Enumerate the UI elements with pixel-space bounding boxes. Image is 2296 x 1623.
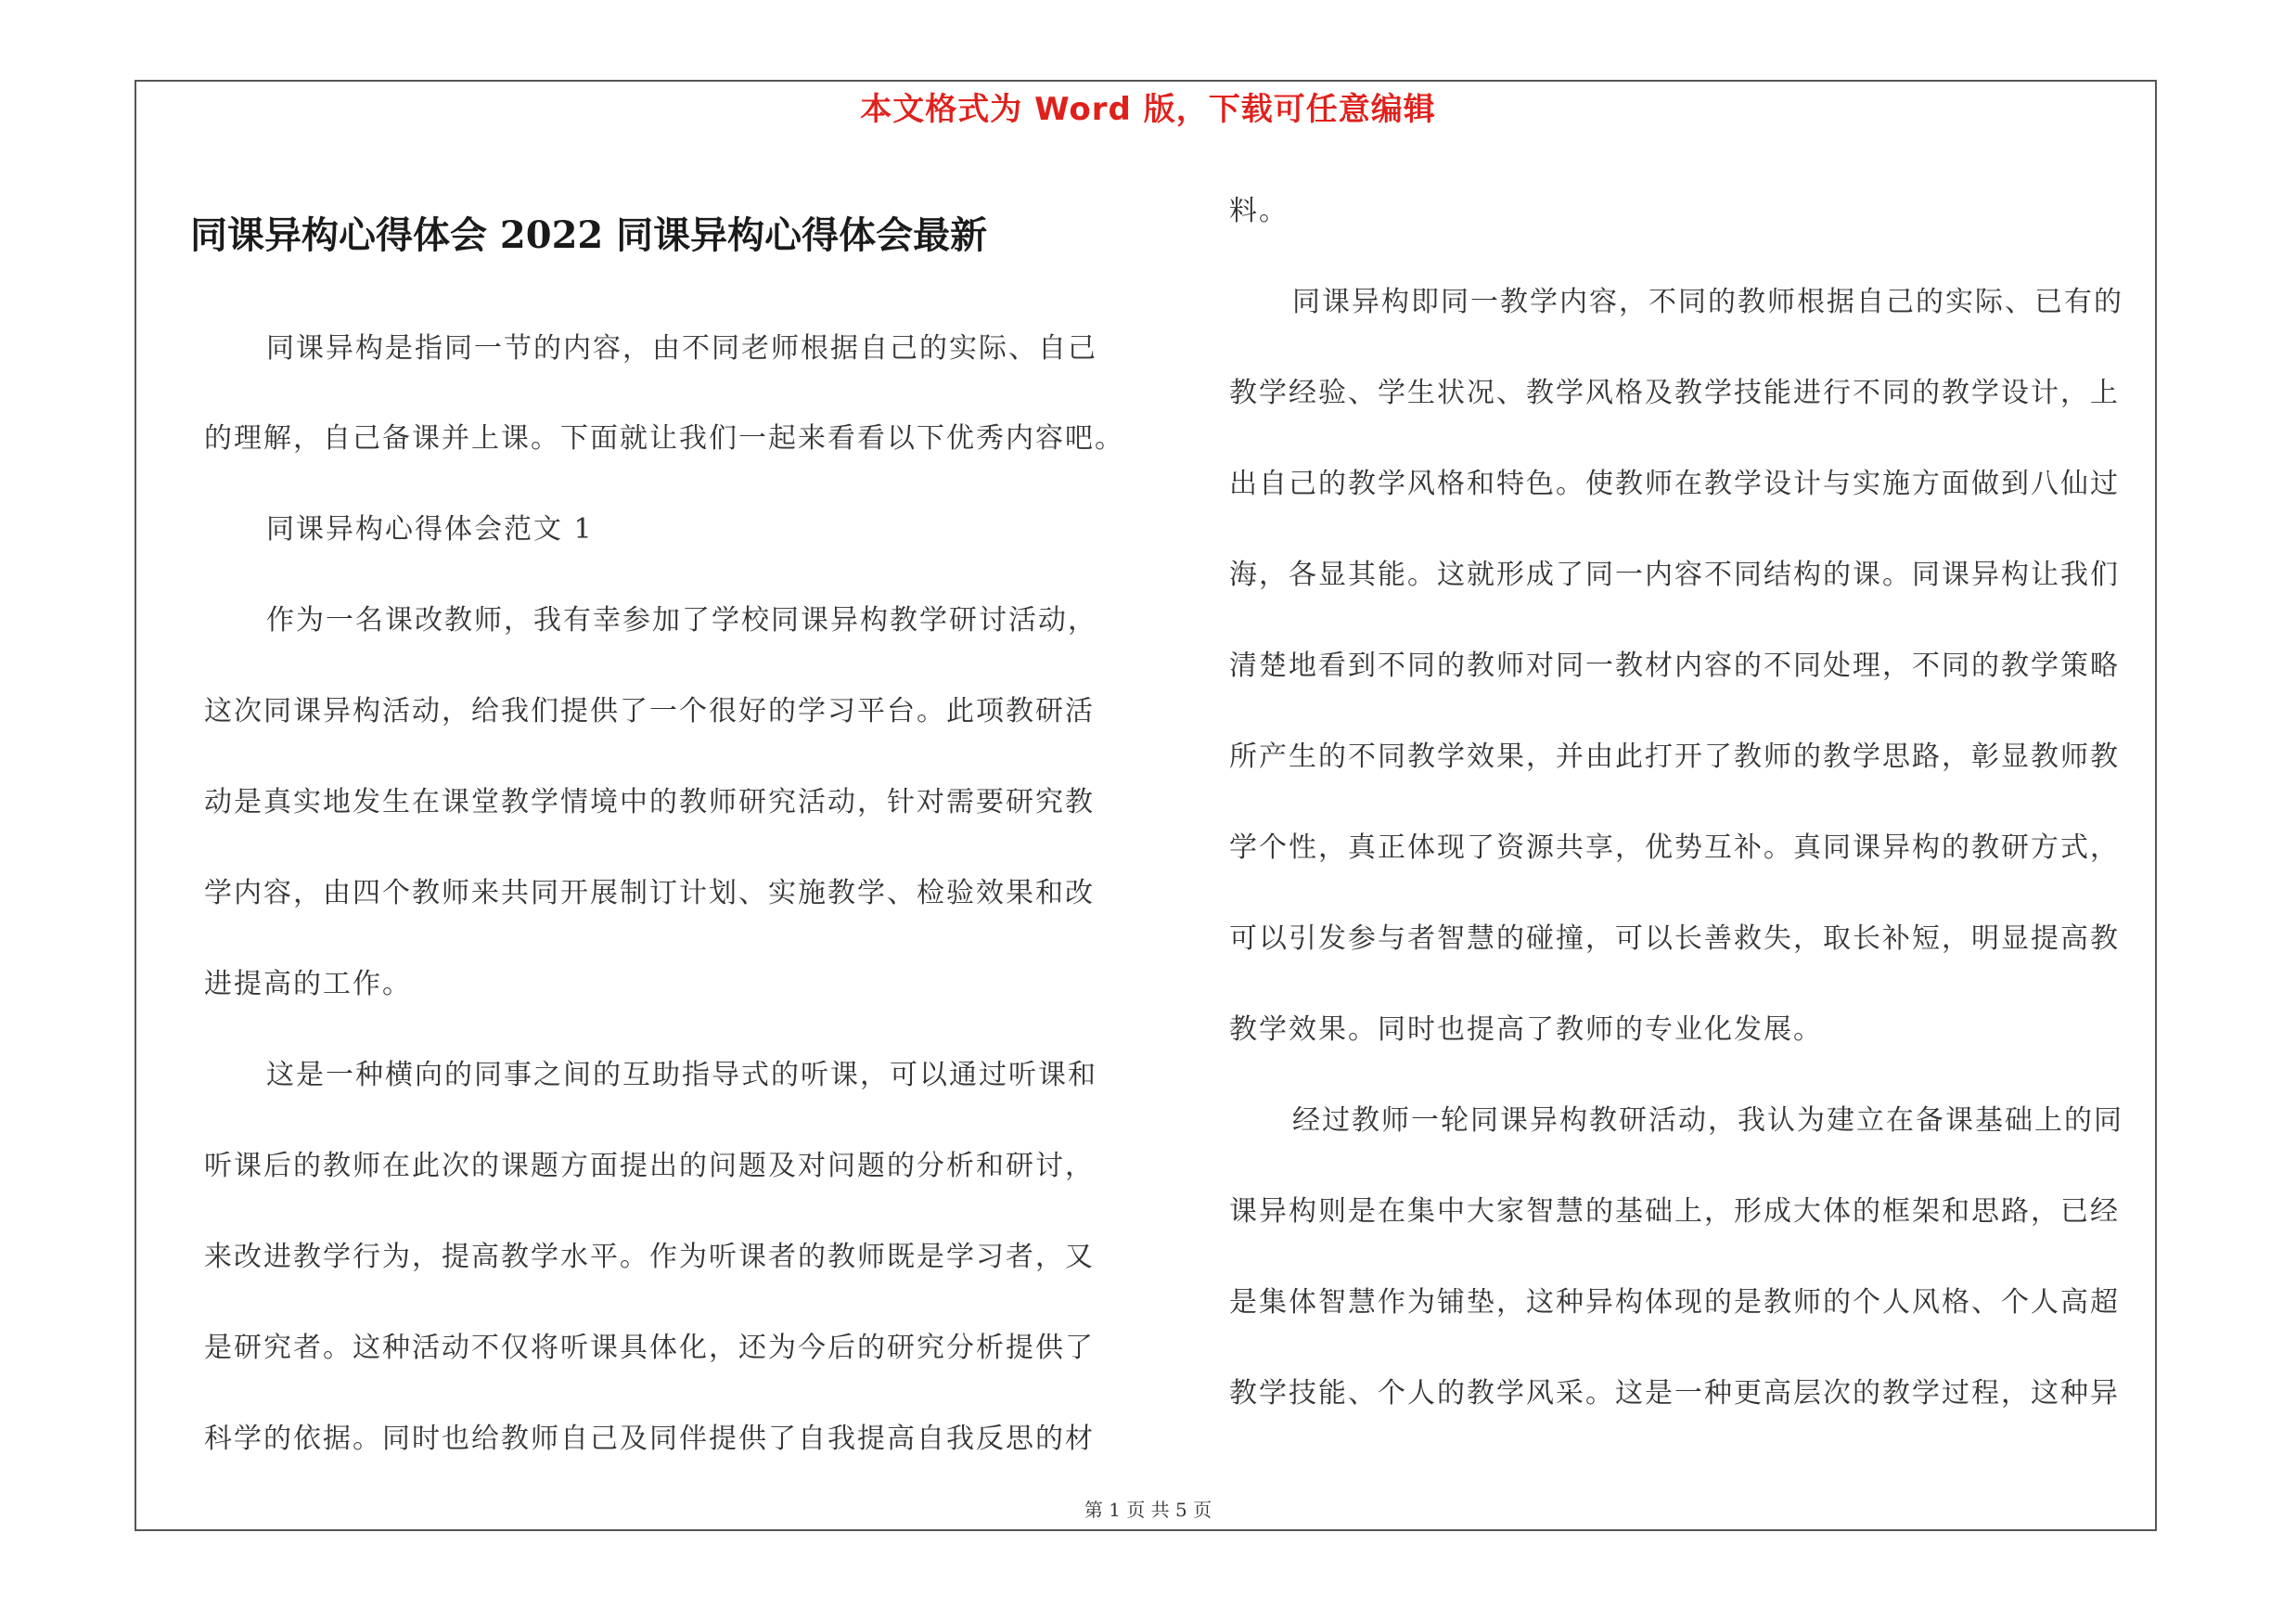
word-format-banner: 本文格式为 Word 版，下载可任意编辑 [860,91,1436,128]
right-line: 学个性，真正体现了资源共享，优势互补。真同课异构的教研方式， [1229,831,2120,864]
left-line: 这次同课异构活动，给我们提供了一个很好的学习平台。此项教研活 [204,695,1095,728]
right-line: 出自己的教学风格和特色。使教师在教学设计与实施方面做到八仙过 [1229,468,2120,500]
left-line: 动是真实地发生在课堂教学情境中的教师研究活动，针对需要研究教 [204,786,1095,818]
right-line: 经过教师一轮同课异构教研活动，我认为建立在备课基础上的同 [1292,1104,2123,1137]
left-line: 学内容，由四个教师来共同开展制订计划、实施教学、检验效果和改 [204,877,1095,909]
left-line: 同课异构是指同一节的内容，由不同老师根据自己的实际、自己 [266,332,1097,365]
right-line: 同课异构即同一教学内容，不同的教师根据自己的实际、已有的 [1292,286,2123,318]
left-line: 这是一种横向的同事之间的互助指导式的听课，可以通过听课和 [266,1059,1097,1091]
page-number-footer: 第 1 页 共 5 页 [1084,1499,1212,1521]
left-line: 是研究者。这种活动不仅将听课具体化，还为今后的研究分析提供了 [204,1332,1095,1364]
right-line: 清楚地看到不同的教师对同一教材内容的不同处理，不同的教学策略 [1229,650,2120,682]
right-line: 海，各显其能。这就形成了同一内容不同结构的课。同课异构让我们 [1229,559,2120,591]
left-line: 听课后的教师在此次的课题方面提出的问题及对问题的分析和研讨， [204,1150,1095,1182]
right-line: 所产生的不同教学效果，并由此打开了教师的教学思路，彰显教师教 [1229,741,2120,773]
right-line: 是集体智慧作为铺垫，这种异构体现的是教师的个人风格、个人高超 [1229,1286,2120,1319]
document-title: 同课异构心得体会 2022 同课异构心得体会最新 [190,213,988,257]
right-line: 可以引发参与者智慧的碰撞，可以长善救失，取长补短，明显提高教 [1229,922,2120,955]
right-line: 课异构则是在集中大家智慧的基础上，形成大体的框架和思路，已经 [1229,1195,2120,1228]
left-line: 作为一名课改教师，我有幸参加了学校同课异构教学研讨活动， [266,604,1097,637]
section-heading: 同课异构心得体会范文 1 [266,513,594,546]
left-line: 来改进教学行为，提高教学水平。作为听课者的教师既是学习者，又 [204,1241,1095,1273]
right-line: 教学效果。同时也提高了教师的专业化发展。 [1229,1013,1823,1046]
right-line: 教学技能、个人的教学风采。这是一种更高层次的教学过程，这种异 [1229,1377,2120,1410]
left-line: 进提高的工作。 [204,968,412,1000]
right-line: 教学经验、学生状况、教学风格及教学技能进行不同的教学设计，上 [1229,377,2120,409]
left-line: 的理解，自己备课并上课。下面就让我们一起来看看以下优秀内容吧。 [204,422,1124,455]
right-line: 料。 [1229,195,1289,227]
left-line: 科学的依据。同时也给教师自己及同伴提供了自我提高自我反思的材 [204,1423,1095,1455]
